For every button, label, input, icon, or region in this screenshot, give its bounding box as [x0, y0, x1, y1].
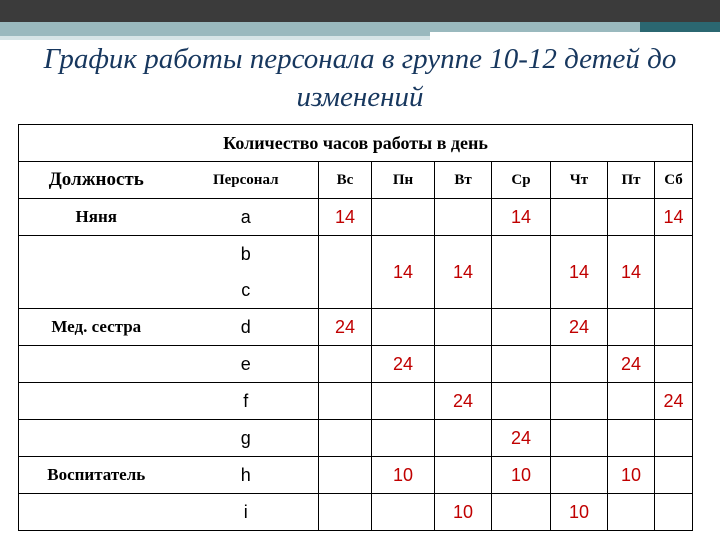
table-row	[19, 420, 693, 457]
hours-cell: 24	[492, 420, 551, 457]
hours-cell	[551, 383, 608, 420]
hours-cell	[492, 383, 551, 420]
hours-cell	[655, 236, 693, 309]
table-row	[19, 309, 693, 346]
hours-cell	[372, 199, 435, 236]
table-header-row	[19, 162, 693, 199]
hours-cell	[551, 420, 608, 457]
hours-cell: 10	[372, 457, 435, 494]
hours-cell	[319, 346, 372, 383]
hours-cell	[435, 420, 492, 457]
role-empty	[19, 420, 174, 457]
header-day: Пт	[608, 162, 655, 199]
table-caption-row	[19, 125, 693, 162]
hours-cell: 14	[551, 236, 608, 309]
hours-cell	[551, 199, 608, 236]
header-position: Должность	[19, 162, 174, 199]
hours-cell	[655, 420, 693, 457]
hours-cell	[435, 199, 492, 236]
table-row	[19, 236, 693, 309]
hours-cell	[655, 309, 693, 346]
header-staff: Персонал	[174, 162, 319, 199]
role-nanny: Няня	[19, 199, 174, 236]
hours-cell	[319, 383, 372, 420]
person-cell: i	[174, 494, 319, 531]
hours-cell	[492, 494, 551, 531]
hours-cell	[319, 236, 372, 309]
hours-cell	[435, 309, 492, 346]
hours-cell	[655, 457, 693, 494]
role-nurse: Мед. сестра	[19, 309, 174, 346]
table-row	[19, 199, 693, 236]
hours-cell	[372, 494, 435, 531]
hours-cell: 24	[608, 346, 655, 383]
hours-cell: 10	[492, 457, 551, 494]
hours-cell: 24	[319, 309, 372, 346]
person-cell: c	[241, 279, 251, 300]
hours-cell: 24	[435, 383, 492, 420]
role-empty	[19, 494, 174, 531]
hours-cell	[608, 494, 655, 531]
hours-cell	[608, 309, 655, 346]
role-empty	[19, 383, 174, 420]
person-cell: h	[174, 457, 319, 494]
header-day: Пн	[372, 162, 435, 199]
hours-cell	[319, 420, 372, 457]
table-caption: Количество часов работы в день	[19, 125, 693, 162]
hours-cell: 10	[551, 494, 608, 531]
header-bar-dark	[0, 0, 720, 22]
person-cell: e	[174, 346, 319, 383]
hours-cell: 14	[608, 236, 655, 309]
role-empty	[19, 346, 174, 383]
header-day: Сб	[655, 162, 693, 199]
hours-cell	[551, 346, 608, 383]
person-cell: a	[174, 199, 319, 236]
hours-cell	[608, 383, 655, 420]
hours-cell: 14	[435, 236, 492, 309]
hours-cell: 10	[608, 457, 655, 494]
schedule-table	[18, 124, 693, 531]
hours-cell: 24	[372, 346, 435, 383]
hours-cell	[655, 346, 693, 383]
slide-title: График работы персонала в группе 10-12 детей до изменений	[43, 43, 677, 113]
table-row	[19, 494, 693, 531]
hours-cell	[551, 457, 608, 494]
hours-cell	[372, 383, 435, 420]
hours-cell	[372, 309, 435, 346]
table-row	[19, 383, 693, 420]
person-cell: g	[174, 420, 319, 457]
header-day: Чт	[551, 162, 608, 199]
hours-cell	[492, 236, 551, 309]
role-empty	[19, 236, 174, 309]
header-day: Ср	[492, 162, 551, 199]
hours-cell: 14	[319, 199, 372, 236]
hours-cell: 14	[655, 199, 693, 236]
hours-cell	[435, 346, 492, 383]
hours-cell	[372, 420, 435, 457]
hours-cell	[492, 309, 551, 346]
header-day: Вс	[319, 162, 372, 199]
hours-cell	[492, 346, 551, 383]
table-row	[19, 457, 693, 494]
hours-cell	[608, 420, 655, 457]
person-cell-pair	[174, 236, 319, 309]
person-cell: b	[240, 243, 251, 264]
hours-cell	[319, 494, 372, 531]
hours-cell: 24	[655, 383, 693, 420]
hours-cell	[435, 457, 492, 494]
hours-cell	[608, 199, 655, 236]
hours-cell: 14	[492, 199, 551, 236]
table-row	[19, 346, 693, 383]
person-cell: f	[174, 383, 319, 420]
hours-cell: 24	[551, 309, 608, 346]
role-teacher: Воспитатель	[19, 457, 174, 494]
header-day: Вт	[435, 162, 492, 199]
hours-cell	[655, 494, 693, 531]
hours-cell: 10	[435, 494, 492, 531]
hours-cell: 14	[372, 236, 435, 309]
person-cell: d	[174, 309, 319, 346]
hours-cell	[319, 457, 372, 494]
